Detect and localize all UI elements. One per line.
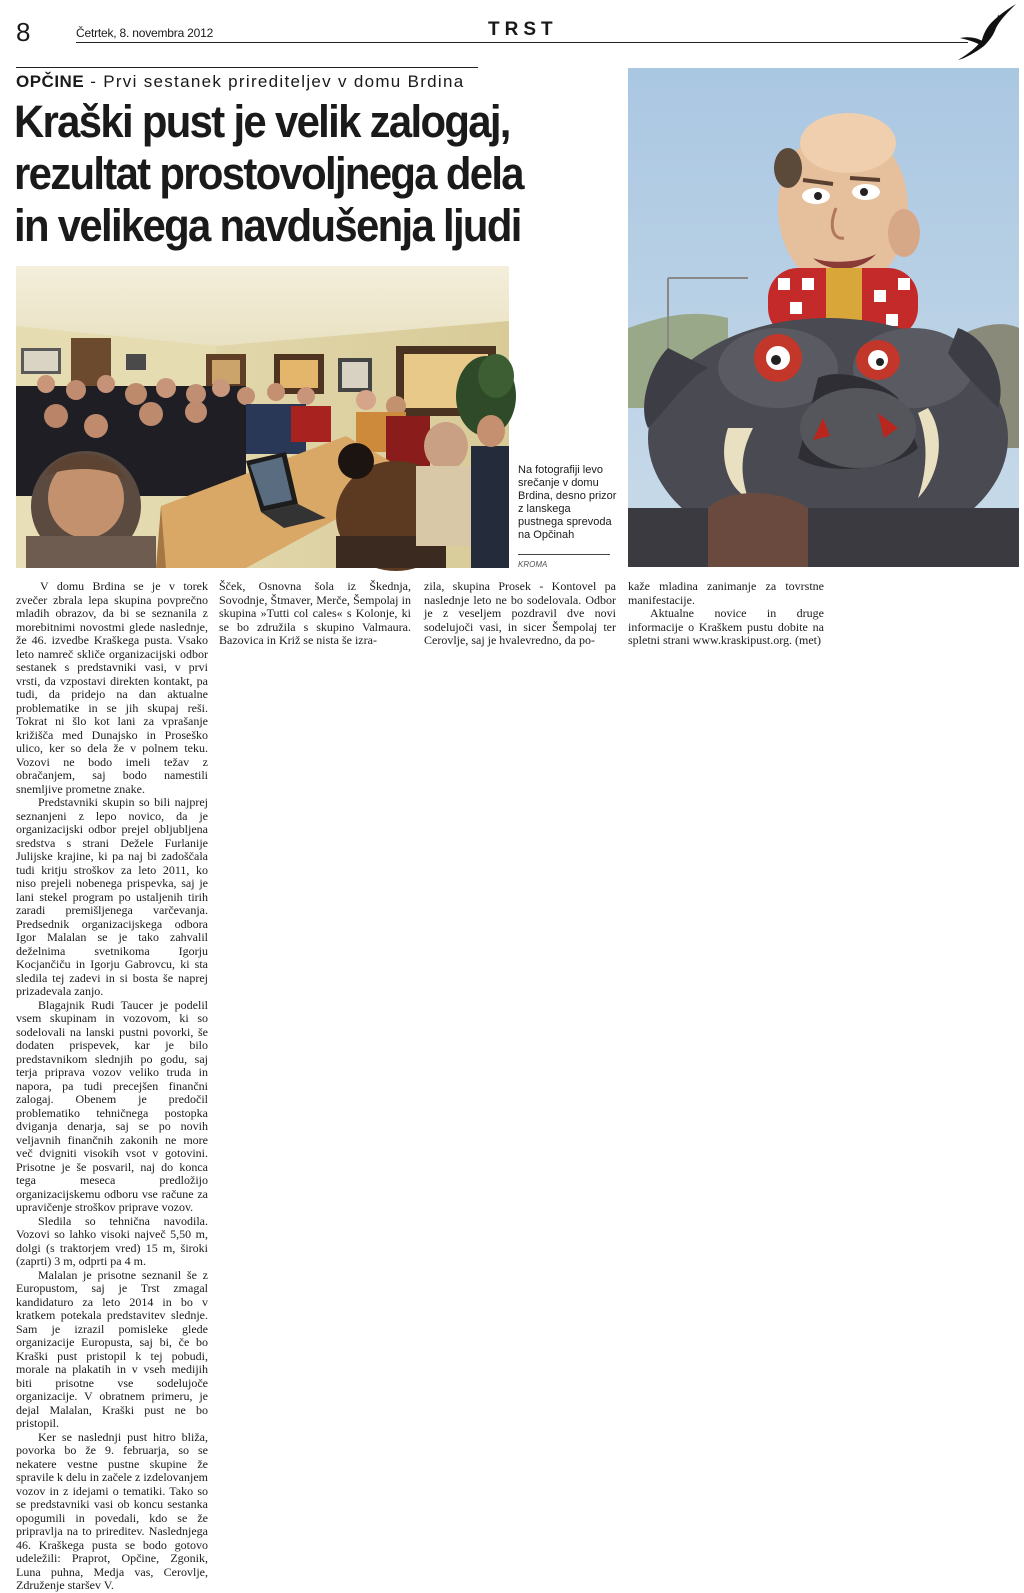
article-paragraph: Sledila so tehnična navodila. Vozovi so lahko visoki največ 5,50 m, dolgi (s traktorjem vred) 15 m, široki (zaprti) 3 m, odprti pa 4 m. xyxy=(16,1213,208,1268)
headline-line: in velikega navdušenja ljudi xyxy=(14,200,521,251)
carnival-float-photo xyxy=(628,68,1019,567)
article-paragraph: zila, skupina Prosek - Kontovel pa naslednje leto ne bo sodelovala. Odbor je z veseljem pozdravil dve novi sodelujoči vasi, in sicer Šempolaj ter Cerovlje, saj je hvalevredno, da po- xyxy=(424,579,616,647)
article-paragraph: Šček, Osnovna šola iz Škednja, Sovodnje, Štmaver, Merče, Šempolaj in skupina »Tutti col cales« s Kolonje, ki se bo združila s skupino Valmaura. Bazovica in Križ se nista še izra- xyxy=(219,579,411,647)
headline-line: Kraški pust je velik zalogaj, xyxy=(14,96,510,147)
article-paragraph: kaže mladina zanimanje za tovrstne manifestacije. xyxy=(628,579,824,607)
article-column-4 xyxy=(628,580,824,660)
caption-rule xyxy=(518,554,610,555)
article-paragraph: Predstavniki skupin so bili najprej seznanjeni z lepo novico, da je organizacijski odbor prejel obljubljena sredstva s strani Dežele Furlanije Julijske krajine, ki pa naj bi zadoščala tudi kritju stroškov za leto 2011, ko niso prejeli nobenega prispevka, saj je lani stekel program po ustaljenih tirih zaradi premišljenega varčevanja. Predsednik organizacijskega odbora Igor Malalan se je tako zahvalil deželnima svetnikoma Igorju Kocjančiču in Igorju Gabrovcu, ki sta sledila tej zadevi in si bosta še naprej prizadevala zanjo. xyxy=(16,795,208,998)
meeting-photo xyxy=(16,266,509,568)
article-column-2 xyxy=(219,580,411,660)
header-rule xyxy=(76,42,968,43)
photo-caption: Na fotografiji levo srečanje v domu Brdina, desno prizor z lanskega pustnega sprevoda na Opčinah xyxy=(518,464,617,541)
article-paragraph: V domu Brdina se je v torek zvečer zbrala lepa skupina povprečno mladih obrazov, da bi se seznanila z morebitnimi novostmi glede naslednje, že 46. izvedbe Kraškega pusta. Vsako leto namreč skliče organizacijski odbor sestanek s predstavniki vasi, v prvi vrsti, da vzpostavi direkten kontakt, pa tudi, da pridejo na dan aktualne problematike in se jih skupaj reši. Tokrat ni šlo kot lani za vprašanje križišča med Dunajsko in Proseško ulico, ker so dela že v polnem teku. Vozovi ne bodo imeli težav z obračanjem, saj bodo namestili snemljive prometne znake. xyxy=(16,579,208,796)
page-number: 8 xyxy=(16,17,31,47)
article-column-3 xyxy=(424,580,616,660)
article-column-1 xyxy=(16,579,208,1592)
seagull-logo-icon xyxy=(954,2,1018,66)
kicker-rule xyxy=(16,67,478,68)
kicker-text: - Prvi sestanek prirediteljev v domu Brdina xyxy=(84,72,465,91)
article-kicker xyxy=(16,72,465,92)
kicker-location: OPČINE xyxy=(16,72,85,91)
article-paragraph: Malalan je prisotne seznanil še z Europustom, saj je Trst zmagal kandidaturo za leto 2014 in bo v kratkem potekala predstavitev slednje. Sam je izrazil pomisleke glede organizacije Europusta, saj bi, če bo Kraški pust pristopil k tej pobudi, morale na plakatih in v vseh medijih biti prisotne vse sodelujoče organizacije. V obratnem primeru, je dejal Malalan, Kraški pust ne bo pristopil. xyxy=(16,1267,208,1430)
article-paragraph: Aktualne novice in druge informacije o Kraškem pustu dobite na spletni strani www.kraskipust.org. (met) xyxy=(628,606,824,647)
section-name: TRST xyxy=(488,19,558,40)
article-paragraph: Ker se naslednji pust hitro bliža, povorka bo že 9. februarja, so se nekatere vestne pustne skupine že spravile k delu in začele z izdelovanjem vozov in z idejami o tematiki. Tako so se predstavniki vasi ob koncu sestanka opogumili in povedali, kdo se že pripravlja na to prireditev. Naslednjega 46. Kraškega pusta se bodo gotovo udeležili: Praprot, Opčine, Zgonik, Luna puhna, Medja vas, Cerovlje, Združenje staršev V. xyxy=(16,1429,208,1592)
photo-credit: KROMA xyxy=(518,560,548,569)
article-paragraph: Blagajnik Rudi Taucer je podelil vsem skupinam in vozovom, ki so sodelovali na lanski pustni povorki, še dodaten prispevek, kar je bilo predstavnikom slednjih po godu, saj terja priprava vozov veliko truda in napora, pa tudi precejšen finančni zalogaj. Obenem je predočil problematiko tehničnega postopka dviganja denarja, saj se po novih veljavnih finančnih zakonih ne more več dvigniti visokih vsot v gotovini. Prisotne je še posvaril, naj do konca tega meseca predložijo organizacijskemu odboru vse račune za upravičenje stroškov priprave vozov. xyxy=(16,997,208,1214)
issue-date: Četrtek, 8. novembra 2012 xyxy=(76,26,214,40)
article-headline xyxy=(14,96,581,252)
headline-line: rezultat prostovoljnega dela xyxy=(14,148,523,199)
